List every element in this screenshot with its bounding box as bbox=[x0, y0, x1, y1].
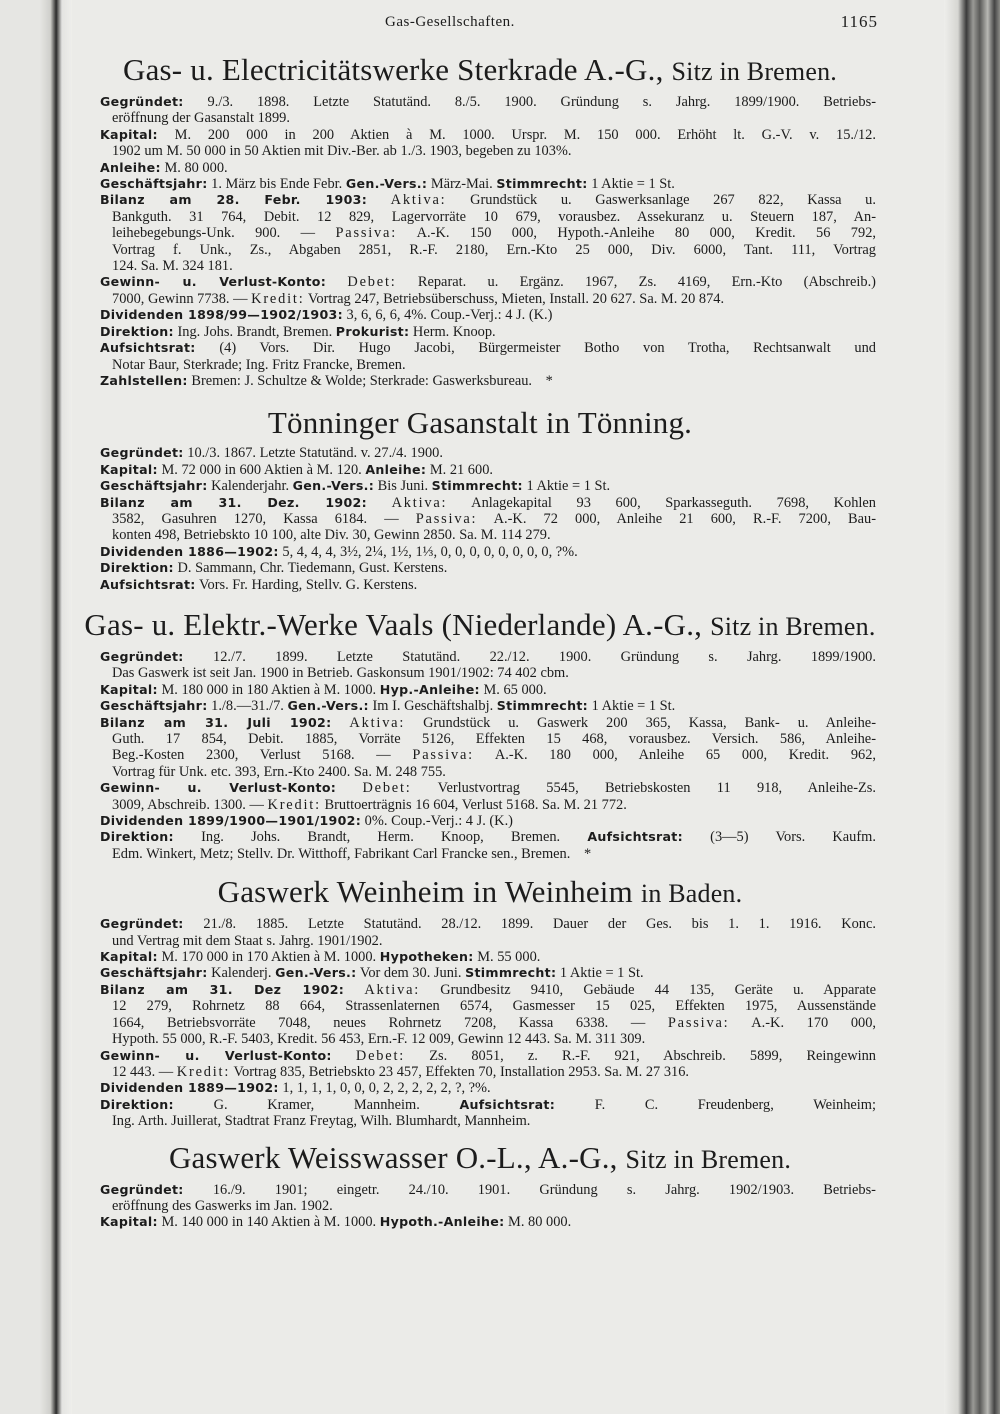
field-text: Vortrag f. Unk., Zs., Abgaben 2851, R.-F. 2180, Ern.-Kto 25 000, Div. 6000, Tant. 111, Vortrag bbox=[112, 241, 876, 258]
detail-line bbox=[100, 715, 876, 731]
spaced-label: Passiva: bbox=[412, 747, 474, 764]
company-heading bbox=[80, 874, 880, 912]
field-text: Kalenderj. bbox=[211, 965, 272, 982]
company-entry bbox=[80, 1140, 880, 1231]
field-text: 3009, Abschreib. 1300. — bbox=[112, 796, 264, 813]
detail-line bbox=[100, 1048, 876, 1064]
detail-line bbox=[100, 478, 876, 494]
company-entry bbox=[80, 52, 880, 389]
field-text: Vortrag für Unk. etc. 393, Ern.-Kto 2400. Sa. M. 248 755. bbox=[112, 763, 446, 780]
field-text: 5, 4, 4, 4, 3½, 2¼, 1½, 1⅓, 0, 0, 0, 0, 0, 0, 0, 0, ?%. bbox=[282, 543, 578, 560]
field-text: 1. März bis Ende Febr. bbox=[211, 176, 343, 193]
detail-line bbox=[100, 933, 876, 949]
field-label: Direktion: bbox=[100, 323, 174, 339]
field-text: Vor dem 30. Juni. bbox=[359, 965, 462, 982]
detail-line bbox=[100, 916, 876, 932]
field-text: 9./3. 1898. Letzte Statutänd. 8./5. 1900. Gründung s. Jahrg. 1899/1900. Betriebs- bbox=[207, 94, 876, 110]
detail-line bbox=[100, 982, 876, 998]
detail-line bbox=[100, 324, 876, 340]
field-text: A.-K. 150 000, Hypoth.-Anleihe 80 000, Kredit. 56 792, bbox=[416, 225, 876, 242]
field-label: Aufsichtsrat: bbox=[587, 829, 683, 845]
field-text: 1902 um M. 50 000 in 50 Aktien mit Div.-Ber. ab 1./3. 1903, begeben zu 103%. bbox=[112, 143, 572, 160]
spaced-label: Aktiva: bbox=[349, 714, 406, 731]
detail-line bbox=[100, 209, 876, 225]
spaced-label: Debet: bbox=[362, 780, 412, 797]
company-entries bbox=[80, 52, 880, 1231]
spaced-label: Aktiva: bbox=[364, 981, 421, 998]
field-label: Hypotheken: bbox=[379, 949, 474, 965]
detail-line bbox=[100, 94, 876, 110]
detail-line bbox=[100, 340, 876, 356]
field-text: Coup.-Verj.: 4 J. (K.) bbox=[430, 307, 553, 324]
field-text: Das Gaswerk ist seit Jan. 1900 in Betrieb. Gaskonsum 1901/1902: 74 402 cbm. bbox=[112, 665, 569, 682]
field-text: Kalenderjahr. bbox=[211, 478, 290, 495]
spaced-label: Passiva: bbox=[335, 225, 398, 242]
field-text: F. C. Freudenberg, Weinheim; bbox=[594, 1096, 876, 1113]
field-label: Aufsichtsrat: bbox=[100, 340, 196, 356]
field-text: 21./8. 1885. Letzte Statutänd. 28./12. 1899. Dauer der Ges. bis 1. 1. 1916. Konc. bbox=[203, 916, 876, 933]
field-text: M. 170 000 in 170 Aktien à M. 1000. bbox=[161, 949, 377, 966]
detail-line bbox=[100, 965, 876, 981]
detail-line bbox=[100, 291, 876, 307]
company-name: Gaswerk Weisswasser O.-L., A.-G., bbox=[168, 1139, 618, 1175]
field-text: 1 Aktie = 1 St. bbox=[591, 698, 676, 715]
field-text: konten 498, Betriebskto 10 100, alte Div. 30, Gewinn 2850. Sa. M. 114 279. bbox=[112, 527, 551, 544]
detail-line bbox=[100, 731, 876, 747]
spaced-label: Kredit: bbox=[267, 796, 321, 813]
detail-line bbox=[100, 829, 876, 845]
detail-line bbox=[100, 445, 876, 461]
field-text: M. 80 000. bbox=[508, 1214, 572, 1231]
running-head bbox=[80, 6, 880, 40]
company-seat: Sitz in Bremen. bbox=[625, 1144, 792, 1174]
field-text: 1 Aktie = 1 St. bbox=[559, 965, 644, 982]
detail-line bbox=[100, 242, 876, 258]
field-text: M. 200 000 in 200 Aktien à M. 1000. Urspr. M. 150 000. Erhöht lt. G.-V. v. 15./12. bbox=[174, 126, 876, 143]
detail-line bbox=[100, 527, 876, 543]
detail-line bbox=[100, 764, 876, 780]
detail-line bbox=[100, 682, 876, 698]
detail-line bbox=[100, 1097, 876, 1113]
field-text: Anlagekapital 93 600, Sparkasseguth. 7698, Kohlen bbox=[471, 494, 876, 511]
field-label: Gewinn- u. Verlust-Konto: bbox=[100, 274, 327, 290]
detail-line bbox=[100, 127, 876, 143]
field-text: 1 Aktie = 1 St. bbox=[591, 176, 675, 193]
field-text: Guth. 17 854, Debit. 1885, Vorräte 5126, Effekten 15 468, vorausbez. Versich. 586, Anleihe- bbox=[112, 731, 876, 747]
field-label: Gewinn- u. Verlust-Konto: bbox=[100, 1047, 332, 1063]
company-details bbox=[80, 1182, 880, 1231]
asterisk-mark: * bbox=[545, 372, 553, 389]
detail-line bbox=[100, 813, 876, 829]
field-text: M. 21 600. bbox=[429, 461, 493, 478]
field-text: M. 65 000. bbox=[483, 681, 547, 698]
company-entry bbox=[80, 874, 880, 1129]
spaced-label: Passiva: bbox=[415, 510, 478, 527]
field-label: Gen.-Vers.: bbox=[287, 698, 369, 714]
field-label: Direktion: bbox=[100, 1096, 174, 1112]
detail-line bbox=[100, 511, 876, 527]
company-heading bbox=[80, 405, 880, 441]
field-text: Verlustvortrag 5545, Betriebskosten 11 918, Anleihe-Zs. bbox=[437, 780, 876, 797]
field-text: leihebegebungs-Unk. 900. — bbox=[112, 225, 316, 242]
field-label: Geschäftsjahr: bbox=[100, 698, 208, 714]
company-heading bbox=[80, 52, 880, 90]
field-text: 3, 6, 6, 6, 4%. bbox=[346, 307, 427, 324]
detail-line bbox=[100, 373, 876, 389]
company-name: Gas- u. Electricitätswerke Sterkrade A.-G., bbox=[122, 52, 664, 87]
field-text: Edm. Winkert, Metz; Stellv. Dr. Witthoff, Fabrikant Carl Francke sen., Bremen. bbox=[112, 845, 571, 862]
field-label: Stimmrecht: bbox=[496, 698, 588, 714]
field-text: 12 443. — bbox=[112, 1063, 174, 1080]
company-details bbox=[80, 916, 880, 1129]
company-entry bbox=[80, 405, 880, 593]
field-text: Bruttoerträgnis 16 604, Verlust 5168. Sa. M. 21 772. bbox=[324, 796, 627, 813]
spaced-label: Kredit: bbox=[251, 290, 305, 307]
field-label: Geschäftsjahr: bbox=[100, 176, 208, 192]
field-text: 16./9. 1901; eingetr. 24./10. 1901. Gründung s. Jahrg. 1902/1903. Betriebs- bbox=[212, 1181, 876, 1198]
field-text: A.-K. 72 000, Anleihe 21 600, R.-F. 7200, Bau- bbox=[493, 510, 876, 527]
detail-line bbox=[100, 1064, 876, 1080]
detail-line bbox=[100, 998, 876, 1014]
detail-line bbox=[100, 110, 876, 126]
field-text: Vortrag 835, Betriebskto 23 457, Effekten 70, Installation 2953. Sa. M. 27 316. bbox=[233, 1063, 690, 1080]
detail-line bbox=[100, 1015, 876, 1031]
field-label: Gen.-Vers.: bbox=[345, 176, 428, 192]
spaced-label: Debet: bbox=[355, 1047, 406, 1064]
company-seat: Sitz in Bremen. bbox=[710, 611, 876, 641]
detail-line bbox=[100, 1031, 876, 1047]
field-text: M. 80 000. bbox=[164, 159, 228, 176]
company-details bbox=[80, 445, 880, 593]
field-text: 1, 1, 1, 1, 0, 0, 0, 2, 2, 2, 2, 2, ?, ?%. bbox=[282, 1080, 491, 1097]
field-text: 1./8.—31./7. bbox=[211, 698, 284, 715]
detail-line bbox=[100, 258, 876, 274]
detail-line bbox=[100, 1182, 876, 1198]
field-label: Bilanz am 31. Dez 1902: bbox=[100, 981, 345, 997]
field-label: Geschäftsjahr: bbox=[100, 965, 208, 981]
detail-line bbox=[100, 274, 876, 290]
field-text: Grundstück u. Gaswerk 200 365, Kassa, Bank- u. Anleihe- bbox=[423, 714, 876, 731]
field-label: Hyp.-Anleihe: bbox=[379, 681, 480, 697]
field-label: Gegründet: bbox=[100, 445, 184, 461]
field-text: 7000, Gewinn 7738. — bbox=[112, 290, 248, 307]
field-text: Bankguth. 31 764, Debit. 12 829, Lagervorräte 10 679, vorausbez. Assekuranz u. Steuern 187, An- bbox=[112, 208, 876, 225]
field-text: Ing. Arth. Juillerat, Stadtrat Franz Freytag, Wilh. Blumhardt, Mannheim. bbox=[112, 1113, 531, 1130]
field-text: Ing. Johs. Brandt, Bremen. bbox=[177, 323, 333, 340]
field-label: Bilanz am 28. Febr. 1903: bbox=[100, 192, 368, 208]
field-text: Coup.-Verj.: 4 J. (K.) bbox=[391, 813, 513, 830]
field-label: Gegründet: bbox=[100, 94, 184, 109]
detail-line bbox=[100, 495, 876, 511]
field-label: Kapital: bbox=[100, 681, 158, 697]
field-text: (3—5) Vors. Kaufm. bbox=[710, 829, 876, 846]
field-text: M. 72 000 in 600 Aktien à M. 120. bbox=[161, 461, 362, 478]
field-text: 1664, Betriebsvorräte 7048, neues Rohrnetz 7208, Kassa 6338. — bbox=[112, 1014, 646, 1031]
detail-line bbox=[100, 192, 876, 208]
field-text: Reparat. u. Ergänz. 1967, Zs. 4169, Ern.-Kto (Abschreib.) bbox=[417, 274, 876, 291]
field-label: Gegründet: bbox=[100, 1181, 184, 1197]
field-text: Notar Baur, Sterkrade; Ing. Fritz Francke, Bremen. bbox=[112, 356, 406, 373]
field-text: 10./3. 1867. Letzte Statutänd. v. 27./4. 1900. bbox=[187, 445, 443, 462]
detail-line bbox=[100, 307, 876, 323]
field-label: Direktion: bbox=[100, 560, 174, 576]
detail-line bbox=[100, 160, 876, 176]
field-text: A.-K. 170 000, bbox=[751, 1014, 876, 1031]
company-heading bbox=[80, 1140, 880, 1178]
field-text: 1 Aktie = 1 St. bbox=[526, 478, 611, 495]
field-label: Gen.-Vers.: bbox=[292, 478, 375, 494]
field-label: Anleihe: bbox=[365, 461, 427, 477]
company-details bbox=[80, 649, 880, 862]
field-text: März-Mai. bbox=[430, 176, 493, 193]
field-label: Dividenden 1886—1902: bbox=[100, 543, 279, 559]
field-text: und Vertrag mit dem Staat s. Jahrg. 1901/1902. bbox=[112, 932, 383, 949]
detail-line bbox=[100, 577, 876, 593]
company-name: Tönninger Gasanstalt in Tönning. bbox=[267, 405, 693, 441]
detail-line bbox=[100, 176, 876, 192]
field-text: 3582, Gasuhren 1270, Kassa 6184. — bbox=[112, 510, 399, 527]
field-label: Zahlstellen: bbox=[100, 372, 188, 388]
field-text: M. 55 000. bbox=[477, 949, 541, 966]
field-text: Vors. Fr. Harding, Stellv. G. Kerstens. bbox=[198, 576, 418, 593]
field-label: Stimmrecht: bbox=[431, 478, 523, 494]
scan-left-margin bbox=[0, 0, 72, 1414]
field-label: Prokurist: bbox=[335, 323, 410, 339]
field-label: Gegründet: bbox=[100, 648, 184, 664]
field-label: Gen.-Vers.: bbox=[275, 965, 357, 981]
company-seat: Sitz in Bremen. bbox=[671, 57, 837, 86]
field-label: Stimmrecht: bbox=[496, 176, 588, 192]
detail-line bbox=[100, 846, 876, 862]
detail-line bbox=[100, 649, 876, 665]
asterisk-mark: * bbox=[583, 845, 592, 862]
spaced-label: Debet: bbox=[347, 274, 397, 291]
field-text: Bis Juni. bbox=[377, 478, 429, 495]
running-head-title: Gas-Gesellschaften. bbox=[385, 14, 515, 30]
document-page bbox=[80, 6, 880, 1237]
field-label: Kapital: bbox=[100, 126, 158, 142]
field-text: Beg.-Kosten 2300, Verlust 5168. — bbox=[112, 747, 391, 764]
company-name: Gaswerk Weinheim in Weinheim bbox=[217, 874, 633, 910]
company-details bbox=[80, 94, 880, 389]
field-label: Kapital: bbox=[100, 461, 158, 477]
detail-line bbox=[100, 544, 876, 560]
spaced-label: Aktiva: bbox=[391, 494, 448, 511]
detail-line bbox=[100, 1080, 876, 1096]
field-label: Direktion: bbox=[100, 829, 174, 845]
field-text: Zs. 8051, z. R.-F. 921, Abschreib. 5899, Reingewinn bbox=[429, 1047, 876, 1064]
field-text: M. 180 000 in 180 Aktien à M. 1000. bbox=[161, 681, 377, 698]
detail-line bbox=[100, 1198, 876, 1214]
page-number: 1165 bbox=[840, 12, 878, 31]
field-label: Aufsichtsrat: bbox=[459, 1096, 556, 1112]
detail-line bbox=[100, 747, 876, 763]
spaced-label: Kredit: bbox=[176, 1063, 231, 1080]
detail-line bbox=[100, 357, 876, 373]
company-entry bbox=[80, 607, 880, 862]
field-text: 12./7. 1899. Letzte Statutänd. 22./12. 1900. Gründung s. Jahrg. 1899/1900. bbox=[213, 648, 876, 665]
company-heading bbox=[80, 607, 880, 645]
field-text: 12 279, Rohrnetz 88 664, Strassenlaternen 6574, Gasmesser 15 025, Effekten 1975, Aussenstände bbox=[112, 998, 876, 1015]
field-label: Gegründet: bbox=[100, 916, 184, 932]
field-text: Herm. Knoop. bbox=[412, 323, 496, 340]
field-text: A.-K. 180 000, Anleihe 65 000, Kredit. 962, bbox=[494, 747, 876, 764]
detail-line bbox=[100, 1214, 876, 1230]
field-label: Anleihe: bbox=[100, 159, 161, 175]
detail-line bbox=[100, 698, 876, 714]
field-label: Kapital: bbox=[100, 949, 158, 965]
field-text: Bremen: J. Schultze & Wolde; Sterkrade: Gaswerksbureau. bbox=[191, 372, 533, 389]
field-label: Kapital: bbox=[100, 1214, 158, 1230]
field-label: Dividenden 1898/99—1902/1903: bbox=[100, 307, 343, 323]
detail-line bbox=[100, 225, 876, 241]
company-name: Gas- u. Elektr.-Werke Vaals (Niederlande) A.-G., bbox=[84, 606, 703, 642]
field-label: Dividenden 1899/1900—1901/1902: bbox=[100, 813, 362, 829]
field-label: Geschäftsjahr: bbox=[100, 478, 208, 494]
detail-line bbox=[100, 143, 876, 159]
spaced-label: Passiva: bbox=[667, 1014, 730, 1031]
field-label: Aufsichtsrat: bbox=[100, 576, 196, 592]
detail-line bbox=[100, 1113, 876, 1129]
field-text: 0%. bbox=[364, 813, 388, 830]
field-text: Ing. Johs. Brandt, Herm. Knoop, Bremen. bbox=[201, 829, 561, 846]
field-text: Hypoth. 55 000, R.-F. 5403, Kredit. 56 453, Ern.-F. 12 009, Gewinn 12 443. Sa. M. 311 309. bbox=[112, 1031, 646, 1048]
field-label: Bilanz am 31. Juli 1902: bbox=[100, 714, 332, 730]
detail-line bbox=[100, 797, 876, 813]
field-label: Dividenden 1889—1902: bbox=[100, 1080, 279, 1096]
field-text: D. Sammann, Chr. Tiedemann, Gust. Kerstens. bbox=[177, 560, 448, 577]
scan-right-margin bbox=[944, 0, 1000, 1414]
field-text: M. 140 000 in 140 Aktien à M. 1000. bbox=[161, 1214, 377, 1231]
field-text: eröffnung des Gaswerks im Jan. 1902. bbox=[112, 1197, 333, 1214]
field-text: G. Kramer, Mannheim. bbox=[213, 1096, 420, 1113]
detail-line bbox=[100, 665, 876, 681]
field-text: eröffnung der Gasanstalt 1899. bbox=[112, 110, 290, 127]
field-text: 124. Sa. M. 324 181. bbox=[112, 258, 233, 275]
field-label: Bilanz am 31. Dez. 1902: bbox=[100, 494, 367, 510]
detail-line bbox=[100, 560, 876, 576]
field-text: Im I. Geschäftshalbj. bbox=[372, 698, 494, 715]
detail-line bbox=[100, 949, 876, 965]
field-label: Gewinn- u. Verlust-Konto: bbox=[100, 780, 337, 796]
company-seat: in Baden. bbox=[640, 879, 743, 909]
field-text: Grundbesitz 9410, Gebäude 44 135, Geräte u. Apparate bbox=[440, 981, 876, 998]
field-text: (4) Vors. Dir. Hugo Jacobi, Bürgermeister Botho von Trotha, Rechtsanwalt und bbox=[219, 340, 876, 357]
field-label: Stimmrecht: bbox=[465, 965, 557, 981]
spaced-label: Aktiva: bbox=[390, 192, 447, 209]
field-text: Grundstück u. Gaswerksanlage 267 822, Kassa u. bbox=[470, 192, 876, 209]
field-label: Hypoth.-Anleihe: bbox=[379, 1214, 505, 1230]
field-text: Vortrag 247, Betriebsüberschuss, Mieten, Install. 20 627. Sa. M. 20 874. bbox=[307, 290, 725, 307]
detail-line bbox=[100, 462, 876, 478]
detail-line bbox=[100, 780, 876, 796]
